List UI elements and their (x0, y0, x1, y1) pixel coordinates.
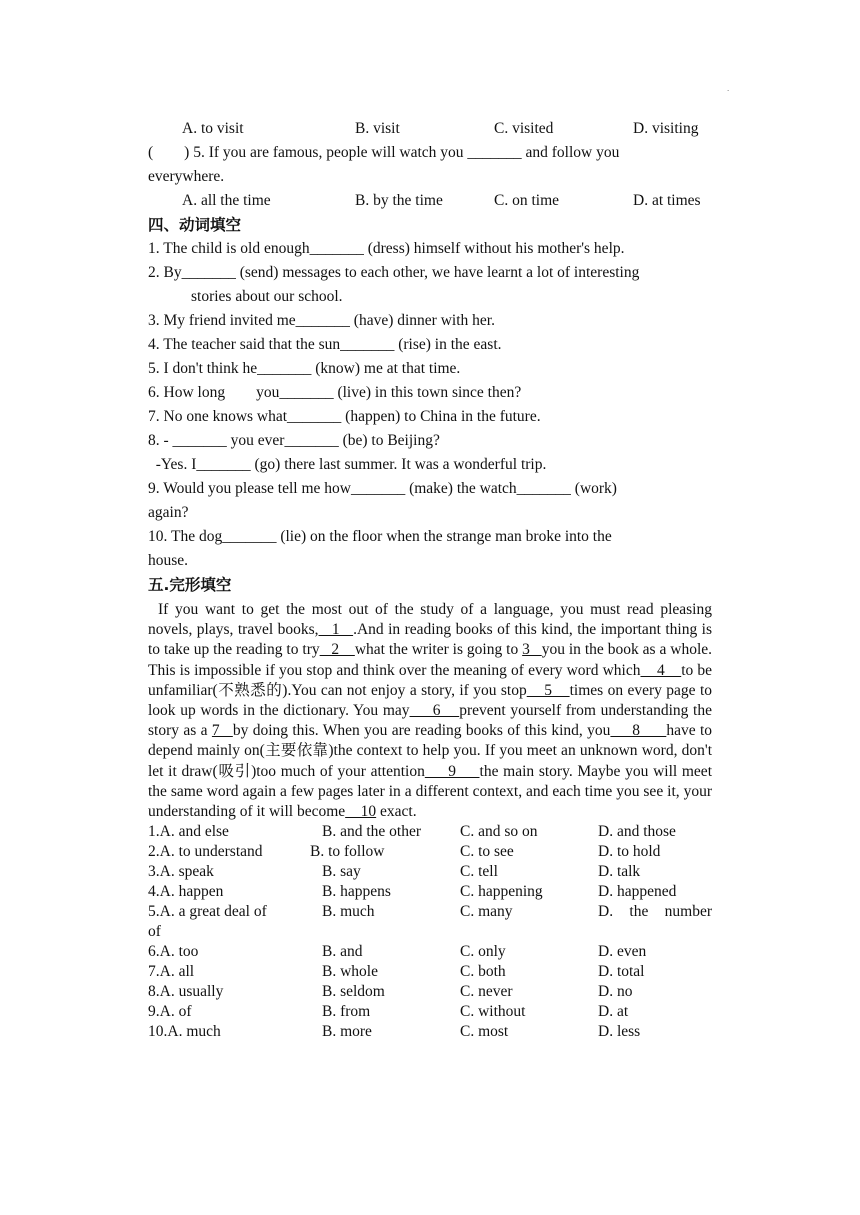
choice-c: C. only (460, 943, 506, 961)
choice-row-continued (148, 922, 712, 942)
choice-c: C. without (460, 1003, 526, 1021)
choice-d: D. at (598, 1003, 629, 1021)
question-5-line2: everywhere. (148, 168, 225, 185)
choice-a: 8.A. usually (148, 983, 224, 1001)
passage-text: you in the book as a whole. This is impossible if you stop and think over the meaning of every word which (148, 641, 713, 679)
blank-8[interactable]: 8 (610, 722, 667, 740)
option-a: A. to visit (182, 120, 244, 137)
choice-d: D. no (598, 983, 633, 1001)
choice-a: 6.A. too (148, 943, 199, 961)
worksheet-page (148, 0, 712, 1042)
option-c: C. on time (494, 192, 560, 209)
choice-row (148, 822, 712, 842)
choice-a: 7.A. all (148, 963, 195, 981)
choice-a: 9.A. of (148, 1003, 192, 1021)
choice-a: 1.A. and else (148, 823, 229, 841)
verb-item-continued: stories about our school. (191, 288, 343, 305)
blank-9[interactable]: 9 (424, 762, 480, 780)
choice-b: B. more (322, 1023, 372, 1041)
blank-4[interactable]: 4 (640, 661, 682, 679)
passage-text: .And in reading books of this kind, the important thing is to take up the reading to try (148, 621, 713, 659)
verb-item: 2. By_______ (send) messages to each other, we have learnt a lot of interesting (148, 264, 640, 281)
corner-mark: . (727, 84, 730, 93)
choice-c: C. most (460, 1023, 509, 1041)
verb-item: 1. The child is old enough_______ (dress) himself without his mother's help. (148, 240, 625, 257)
choice-a: 3.A. speak (148, 863, 214, 881)
choice-c: C. happening (460, 883, 543, 901)
choice-c: C. never (460, 983, 513, 1001)
choice-d: D. talk (598, 863, 641, 881)
section-5-title: 五.完形填空 (148, 576, 232, 594)
choice-row (148, 1002, 712, 1022)
choice-row (148, 942, 712, 962)
verb-item: 6. How long you_______ (live) in this town since then? (148, 384, 522, 401)
choice-d: D. the number (598, 903, 712, 921)
choice-b: B. and (322, 943, 363, 961)
q5-options (148, 189, 712, 213)
blank-3[interactable]: 3 (522, 641, 542, 659)
passage-text: by doing this. When you are reading books of this kind, you (232, 722, 611, 740)
choice-d: D. happened (598, 883, 677, 901)
verb-item: 5. I don't think he_______ (know) me at that time. (148, 360, 461, 377)
choice-a: 4.A. happen (148, 883, 224, 901)
blank-5[interactable]: 5 (526, 681, 570, 699)
passage-text: prevent yourself from understanding the story as a (148, 702, 712, 740)
option-d: D. visiting (633, 120, 699, 137)
choice-b: B. say (322, 863, 361, 881)
verb-item: 3. My friend invited me_______ (have) dinner with her. (148, 312, 495, 329)
verb-item: 10. The dog_______ (lie) on the floor when the strange man broke into the (148, 528, 612, 545)
choice-b: B. from (322, 1003, 371, 1021)
choice-b: B. and the other (322, 823, 422, 841)
choice-c: C. many (460, 903, 513, 921)
choice-d: D. to hold (598, 843, 661, 861)
choice-b: B. whole (322, 963, 378, 981)
cloze-choices (148, 822, 712, 1042)
choice-c: C. and so on (460, 823, 538, 841)
choice-b: B. to follow (310, 843, 385, 861)
option-b: B. visit (355, 120, 400, 137)
option-c: C. visited (494, 120, 554, 137)
choice-row (148, 842, 712, 862)
choice-row (148, 962, 712, 982)
option-b: B. by the time (355, 192, 443, 209)
blank-1[interactable]: 1 (318, 621, 354, 639)
choice-row (148, 902, 712, 922)
verb-item-continued: house. (148, 552, 189, 569)
blank-10[interactable]: 10 (345, 803, 377, 821)
question-5-line1: ( ) 5. If you are famous, people will watch you _______ and follow you (148, 144, 620, 161)
q4-options (148, 117, 712, 141)
choice-b: B. seldom (322, 983, 385, 1001)
choice-c: C. both (460, 963, 506, 981)
option-a: A. all the time (182, 192, 271, 209)
verb-item-continued: again? (148, 504, 189, 521)
section-4-title: 四、动词填空 (148, 216, 242, 234)
choice-b: B. much (322, 903, 375, 921)
choice-row (148, 862, 712, 882)
choice-c: C. tell (460, 863, 498, 881)
choice-a: 10.A. much (148, 1023, 221, 1041)
verb-item: 7. No one knows what_______ (happen) to China in the future. (148, 408, 541, 425)
cloze-passage (148, 600, 712, 822)
choice-d: D. and those (598, 823, 676, 841)
passage-text: have to depend mainly on(主要依靠)the context to help you. If you meet an unknown word, don't let it draw(吸引)too much of your attention (148, 722, 713, 780)
choice-row (148, 982, 712, 1002)
passage-text: If you want to get the most out of the study of a language, you must read pleasing novels, plays, travel books, (148, 601, 712, 639)
blank-7[interactable]: 7 (211, 722, 233, 740)
verb-item: 9. Would you please tell me how_______ (make) the watch_______ (work) (148, 480, 617, 497)
choice-row (148, 1022, 712, 1042)
passage-text: what the writer is going to (354, 641, 523, 659)
passage-text: exact. (376, 803, 417, 821)
passage-text: to be unfamiliar(不熟悉的).You can not enjoy a story, if you stop (148, 661, 713, 699)
option-d: D. at times (633, 192, 701, 209)
verb-item: 8. - _______ you ever_______ (be) to Beijing? (148, 432, 440, 449)
choice-a: 2.A. to understand (148, 843, 263, 861)
passage-text: times on every page to look up words in the dictionary. You may (148, 681, 712, 720)
choice-a: 5.A. a great deal of (148, 903, 267, 921)
choice-d: D. even (598, 943, 647, 961)
choice-d: D. total (598, 963, 645, 981)
choice-d: D. less (598, 1023, 641, 1041)
blank-2[interactable]: 2 (319, 641, 355, 659)
choice-row (148, 882, 712, 902)
choice-b: B. happens (322, 883, 391, 901)
choice-c: C. to see (460, 843, 514, 861)
verb-item: 4. The teacher said that the sun_______ (rise) in the east. (148, 336, 502, 353)
passage-text: the main story. Maybe you will meet the same word again a few pages later in a different context, and each time you see it, your understanding of it will become (148, 762, 712, 821)
choice-a-continued: of (148, 923, 161, 941)
verb-item-answer: -Yes. I_______ (go) there last summer. It was a wonderful trip. (148, 456, 547, 473)
blank-6[interactable]: 6 (409, 702, 460, 720)
